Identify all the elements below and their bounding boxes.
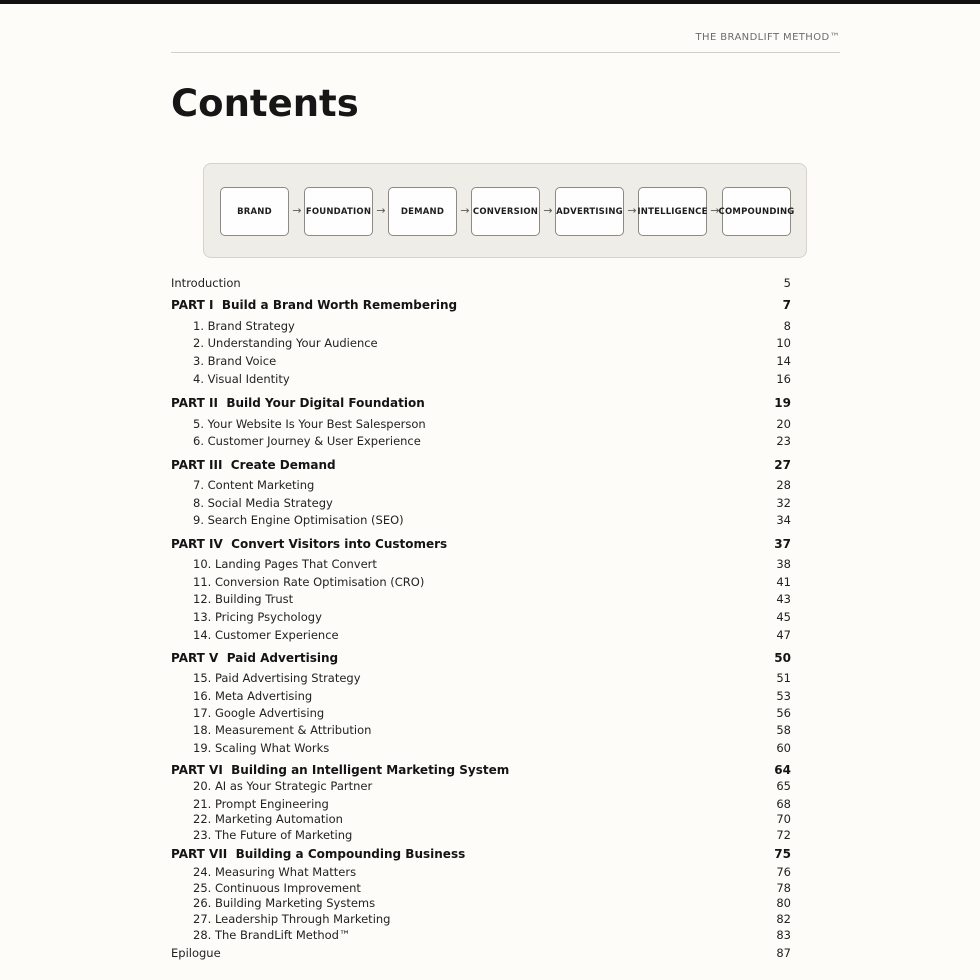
flow-arrow-icon: → bbox=[543, 204, 553, 217]
toc-chapter[interactable] bbox=[193, 740, 791, 756]
toc-title: 9. Search Engine Optimisation (SEO) bbox=[193, 513, 404, 527]
flow-arrow-icon: → bbox=[460, 204, 470, 217]
toc-page-number: 51 bbox=[776, 671, 791, 685]
toc-page-number: 45 bbox=[776, 610, 791, 624]
toc-page-number: 87 bbox=[776, 946, 791, 960]
toc-chapter[interactable] bbox=[193, 371, 791, 387]
toc-page-number: 10 bbox=[776, 336, 791, 350]
toc-title: 17. Google Advertising bbox=[193, 706, 325, 720]
toc-page-number: 56 bbox=[776, 706, 791, 720]
toc-chapter[interactable] bbox=[193, 609, 791, 625]
toc-page-number: 32 bbox=[776, 496, 791, 510]
toc-title: 8. Social Media Strategy bbox=[193, 496, 333, 510]
toc-title: 21. Prompt Engineering bbox=[193, 797, 329, 811]
toc-page-number: 19 bbox=[774, 396, 791, 410]
toc-page-number: 23 bbox=[776, 434, 791, 448]
toc-title: PART I Build a Brand Worth Remembering bbox=[171, 298, 458, 312]
toc-title: 11. Conversion Rate Optimisation (CRO) bbox=[193, 575, 425, 589]
toc-chapter[interactable] bbox=[193, 353, 791, 369]
toc-chapter[interactable] bbox=[193, 591, 791, 607]
flow-step-compounding: COMPOUNDING bbox=[722, 187, 791, 236]
toc-chapter[interactable] bbox=[193, 880, 791, 896]
toc-page-number: 78 bbox=[776, 881, 791, 895]
toc-title: 7. Content Marketing bbox=[193, 478, 315, 492]
toc-title: Epilogue bbox=[171, 946, 221, 960]
toc-title: 26. Building Marketing Systems bbox=[193, 896, 376, 910]
flow-step-demand: DEMAND bbox=[388, 187, 457, 236]
toc-title: PART VII Building a Compounding Business bbox=[171, 847, 466, 861]
toc-title: 20. AI as Your Strategic Partner bbox=[193, 779, 373, 793]
toc-title: 25. Continuous Improvement bbox=[193, 881, 361, 895]
toc-page-number: 83 bbox=[776, 928, 791, 942]
toc-title: 3. Brand Voice bbox=[193, 354, 277, 368]
toc-page-number: 28 bbox=[776, 478, 791, 492]
toc-page-number: 70 bbox=[776, 812, 791, 826]
toc-page-number: 14 bbox=[776, 354, 791, 368]
toc-page-number: 64 bbox=[774, 763, 791, 777]
toc-chapter[interactable] bbox=[193, 796, 791, 812]
toc-chapter[interactable] bbox=[193, 911, 791, 927]
toc-title: 1. Brand Strategy bbox=[193, 319, 295, 333]
toc-page-number: 8 bbox=[783, 319, 791, 333]
toc-title: PART VI Building an Intelligent Marketing System bbox=[171, 763, 510, 777]
toc-page-number: 20 bbox=[776, 417, 791, 431]
toc-page-number: 76 bbox=[776, 865, 791, 879]
toc-title: 4. Visual Identity bbox=[193, 372, 290, 386]
flow-arrow-icon: → bbox=[376, 204, 386, 217]
toc-page-number: 7 bbox=[782, 298, 791, 312]
toc-page-number: 82 bbox=[776, 912, 791, 926]
toc-chapter[interactable] bbox=[193, 670, 791, 686]
toc-title: 28. The BrandLift Method™ bbox=[193, 928, 351, 942]
toc-title: PART III Create Demand bbox=[171, 458, 336, 472]
toc-chapter[interactable] bbox=[193, 318, 791, 334]
toc-page-number: 80 bbox=[776, 896, 791, 910]
toc-title: PART V Paid Advertising bbox=[171, 651, 339, 665]
page-title: Contents bbox=[171, 82, 359, 125]
toc-page-number: 16 bbox=[776, 372, 791, 386]
toc-title: 27. Leadership Through Marketing bbox=[193, 912, 391, 926]
toc-title: 12. Building Trust bbox=[193, 592, 294, 606]
flow-step-conversion: CONVERSION bbox=[471, 187, 540, 236]
toc-chapter[interactable] bbox=[193, 627, 791, 643]
toc-chapter[interactable] bbox=[193, 512, 791, 528]
toc-chapter[interactable] bbox=[193, 477, 791, 493]
toc-title: 5. Your Website Is Your Best Salesperson bbox=[193, 417, 426, 431]
flow-step-intelligence: INTELLIGENCE bbox=[638, 187, 707, 236]
toc-title: 23. The Future of Marketing bbox=[193, 828, 353, 842]
toc-page-number: 47 bbox=[776, 628, 791, 642]
flow-arrow-icon: → bbox=[292, 204, 302, 217]
toc-chapter[interactable] bbox=[193, 416, 791, 432]
toc-chapter[interactable] bbox=[193, 827, 791, 843]
toc-title: 16. Meta Advertising bbox=[193, 689, 313, 703]
toc-page-number: 58 bbox=[776, 723, 791, 737]
toc-title: PART II Build Your Digital Foundation bbox=[171, 396, 425, 410]
toc-chapter[interactable] bbox=[193, 895, 791, 911]
toc-chapter[interactable] bbox=[193, 688, 791, 704]
toc-title: 19. Scaling What Works bbox=[193, 741, 330, 755]
toc-part-heading[interactable] bbox=[171, 846, 791, 862]
toc-chapter[interactable] bbox=[193, 335, 791, 351]
running-header: THE BRANDLIFT METHOD™ bbox=[695, 32, 840, 43]
toc-chapter[interactable] bbox=[193, 722, 791, 738]
toc-chapter[interactable] bbox=[193, 433, 791, 449]
toc-page-number: 53 bbox=[776, 689, 791, 703]
toc-chapter[interactable] bbox=[193, 778, 791, 794]
toc-page-number: 75 bbox=[774, 847, 791, 861]
toc-page-number: 37 bbox=[774, 537, 791, 551]
toc-title: 6. Customer Journey & User Experience bbox=[193, 434, 421, 448]
toc-page-number: 60 bbox=[776, 741, 791, 755]
toc-title: 24. Measuring What Matters bbox=[193, 865, 357, 879]
toc-title: 13. Pricing Psychology bbox=[193, 610, 322, 624]
toc-part-heading[interactable] bbox=[171, 395, 791, 411]
toc-page-number: 27 bbox=[774, 458, 791, 472]
toc-chapter[interactable] bbox=[193, 556, 791, 572]
toc-part-heading[interactable] bbox=[171, 536, 791, 552]
toc-chapter[interactable] bbox=[193, 705, 791, 721]
toc-page-number: 50 bbox=[774, 651, 791, 665]
toc-part-heading[interactable] bbox=[171, 457, 791, 473]
toc-title: 15. Paid Advertising Strategy bbox=[193, 671, 361, 685]
toc-title: 22. Marketing Automation bbox=[193, 812, 343, 826]
toc-part-heading[interactable] bbox=[171, 762, 791, 778]
toc-chapter[interactable] bbox=[193, 864, 791, 880]
toc-title: 10. Landing Pages That Convert bbox=[193, 557, 377, 571]
flow-step-foundation: FOUNDATION bbox=[304, 187, 373, 236]
toc-part-heading[interactable] bbox=[171, 650, 791, 666]
toc-page-number: 34 bbox=[776, 513, 791, 527]
toc-page-number: 43 bbox=[776, 592, 791, 606]
toc-chapter[interactable] bbox=[193, 811, 791, 827]
flow-arrow-icon: → bbox=[710, 204, 720, 217]
flow-arrow-icon: → bbox=[627, 204, 637, 217]
toc-entry[interactable] bbox=[171, 275, 791, 291]
toc-chapter[interactable] bbox=[193, 927, 791, 943]
toc-title: 14. Customer Experience bbox=[193, 628, 339, 642]
toc-title: Introduction bbox=[171, 276, 241, 290]
flow-step-brand: BRAND bbox=[220, 187, 289, 236]
toc-title: 18. Measurement & Attribution bbox=[193, 723, 372, 737]
toc-chapter[interactable] bbox=[193, 574, 791, 590]
toc-chapter[interactable] bbox=[193, 495, 791, 511]
toc-page-number: 72 bbox=[776, 828, 791, 842]
toc-title: 2. Understanding Your Audience bbox=[193, 336, 378, 350]
toc-entry[interactable] bbox=[171, 945, 791, 961]
flow-step-advertising: ADVERTISING bbox=[555, 187, 624, 236]
toc-page-number: 5 bbox=[783, 276, 791, 290]
toc-page-number: 41 bbox=[776, 575, 791, 589]
toc-title: PART IV Convert Visitors into Customers bbox=[171, 537, 448, 551]
toc-page-number: 38 bbox=[776, 557, 791, 571]
toc-page-number: 65 bbox=[776, 779, 791, 793]
toc-page-number: 68 bbox=[776, 797, 791, 811]
toc-part-heading[interactable] bbox=[171, 297, 791, 313]
